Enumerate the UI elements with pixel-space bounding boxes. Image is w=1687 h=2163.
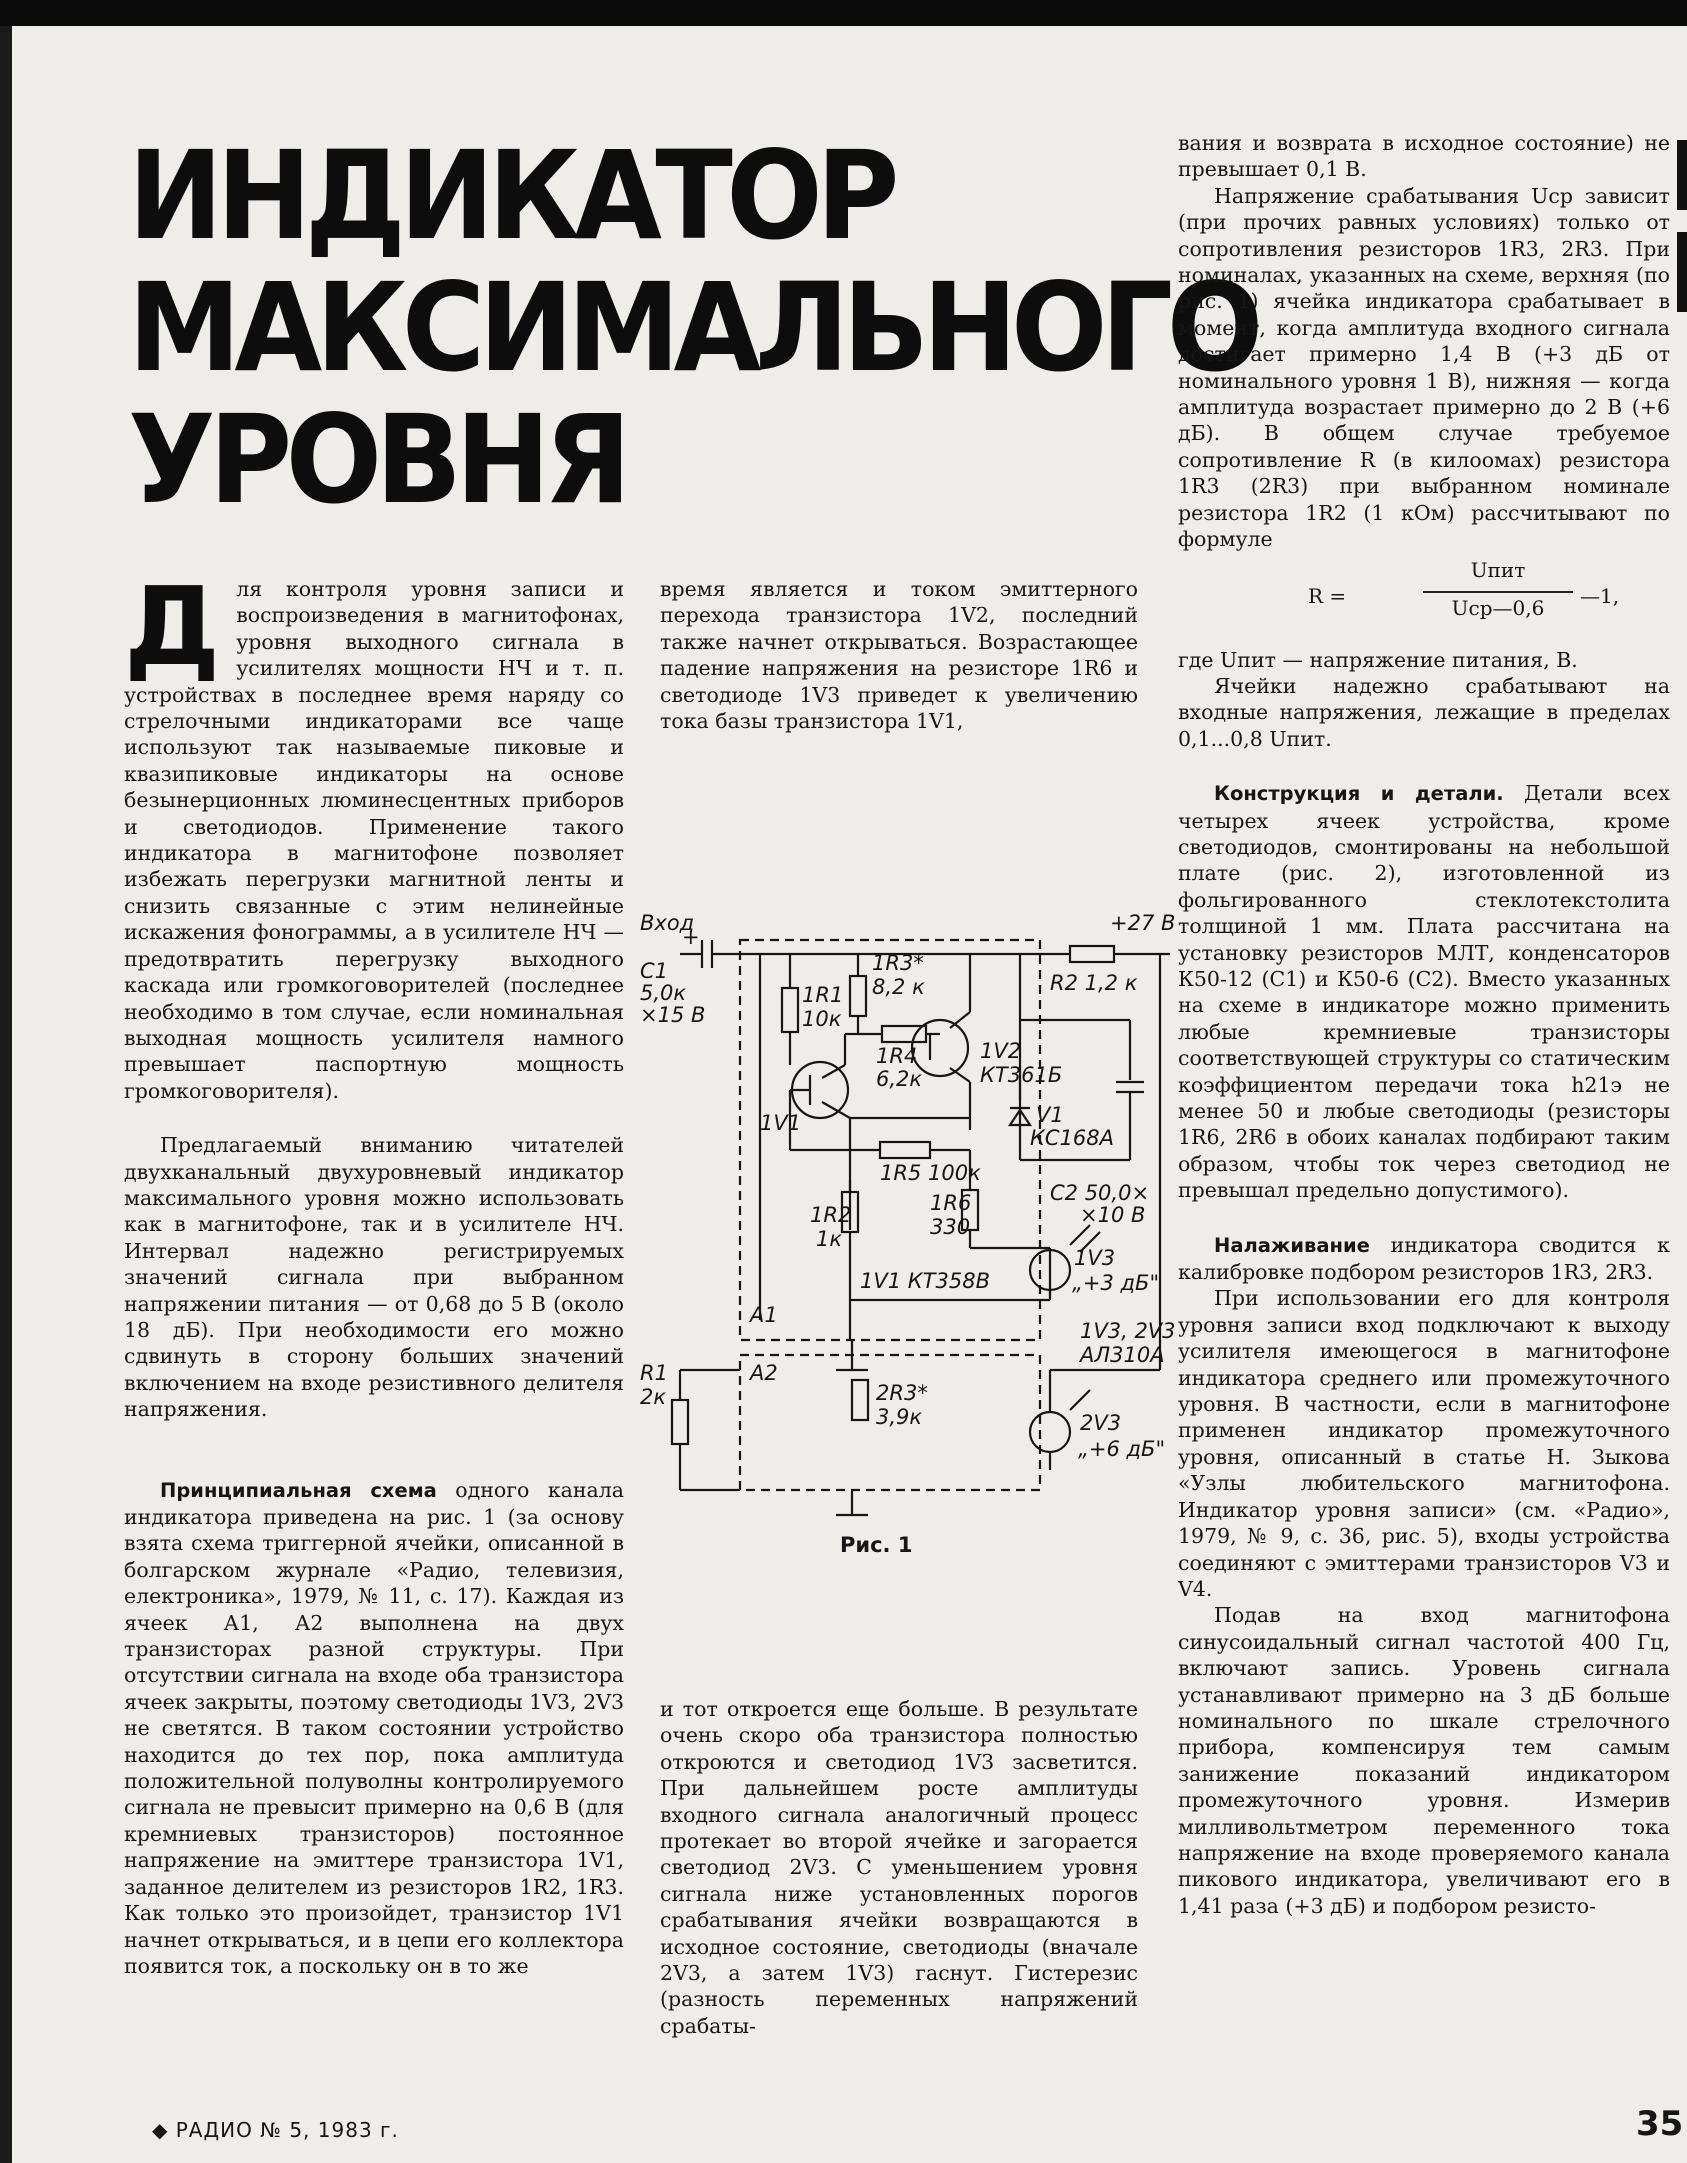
formula (1178, 557, 1670, 641)
schematic-label-plus: + (682, 925, 700, 949)
paragraph: При использовании его для контроля уровня записи вход подключают к выходу усилителя имеющегося в магнитофоне индикатора среднего или промежуточного уровня. В частности, если в магнитофоне применен индикатор промежуточного уровня, описанный в статье Н. Зыкова «Узлы любительского магнитофона. Индикатор уровня записи» (см. «Радио», 1979, № 9, с. 36, рис. 5), входы устройства соединяют с эмиттерами транзисторов V3 и V4. (1178, 1286, 1670, 1601)
circuit-diagram (640, 900, 1180, 1560)
formula-denominator: Uср—0,6 (1451, 595, 1545, 620)
schematic-label-r2: R2 1,2 к (1050, 971, 1138, 995)
formula-numerator: Uпит (1470, 557, 1526, 582)
column-2-bottom (660, 1696, 1138, 2039)
schematic-label-r3-2v: 3,9к (876, 1405, 923, 1429)
paragraph: Предлагаемый вниманию читателей двухканальный двухуровневый индикатор максимального уровня можно использовать как в магнитофоне, так и в усилителе НЧ. Интервал надежно регистрируемых значений сигнала при выбранном напряжении питания — от 0,68 до 5 В (около 18 дБ). При необходимости его можно сдвинуть в сторону больших значений включением на входе резистивного делителя напряжения. (124, 1133, 624, 1422)
schematic-label-ledt: АЛ310А (1080, 1343, 1165, 1367)
paragraph: Ячейки надежно срабатывают на входные напряжения, лежащие в пределах 0,1...0,8 Uпит. (1178, 673, 1670, 751)
paragraph: и тот откроется еще больше. В результате очень скоро оба транзистора полностью откроются и светодиод 1V3 засветится. При дальнейшем росте амплитуды входного сигнала аналогичный процесс протекает во второй ячейке и загорается светодиод 2V3. С уменьшением уровня сигнала ниже установленных порогов срабатывания ячейки возвращаются в исходное состояние, светодиоды (вначале 2V3, а затем 1V3) гаснут. Гистерезис (разность переменных напряжений срабаты- (660, 1697, 1138, 2038)
schematic-label-led2: 2V3 (1080, 1411, 1122, 1435)
schematic-label-a2: А2 (750, 1361, 778, 1385)
schematic-label-v2t: КТ361Б (980, 1063, 1063, 1087)
page-number: 35 (1636, 2104, 1684, 2144)
schematic-label-v1type: 1V1 КТ358В (860, 1269, 990, 1293)
schematic-label-led1v: „+3 дБ" (1072, 1271, 1160, 1295)
schematic-label-v1: 1V1 (760, 1111, 802, 1135)
schematic-label-v2: 1V2 (980, 1039, 1022, 1063)
column-3 (1178, 130, 1670, 1919)
schematic-label-r6: 1R6 (930, 1191, 972, 1215)
drop-cap: Д (124, 565, 221, 690)
fraction-bar (1423, 591, 1573, 593)
schematic-label-v1zt: КС168А (1030, 1126, 1115, 1150)
paragraph: Подав на вход магнитофона синусоидальный сигнал частотой 400 Гц, включают запись. Уровень сигнала устанавливают примерно на 3 дБ больше номинального по шкале стрелочного прибора, компенсируя тем самым занижение показаний индикатором промежуточного уровня. Измерив милливольтметром переменного тока напряжение на входе проверяемого канала пикового индикатора, увеличивают его в 1,41 раза (+3 дБ) и подбором резисто- (1178, 1603, 1670, 1918)
article-title (128, 125, 1257, 531)
section-heading: Конструкция и детали. (1214, 782, 1504, 806)
schematic-label-r2-1v: 1к (816, 1227, 843, 1251)
column-1 (124, 565, 624, 1979)
schematic-label-r1v: 2к (640, 1385, 667, 1409)
paragraph: Напряжение срабатывания Uср зависит (при прочих равных условиях) только от сопротивления резисторов 1R3, 2R3. При номиналах, указанных на схеме, верхняя (по рис. 1) ячейка индикатора срабатывает в момент, когда амплитуда входного сигнала достигает примерно 1,4 В (+3 дБ от номинального уровня 1 В), нижняя — когда амплитуда возрастает примерно до 2 В (+6 дБ). В общем случае требуемое сопротивление R (в килоомах) резистора 1R3 (2R3) при выбранном номинале резистора 1R2 (1 кОм) рассчитывают по формуле (1178, 183, 1670, 552)
paragraph: ля контроля уровня записи и воспроизведения в магнитофонах, уровня выходного сигнала в усилителях мощности НЧ и т. п. устройствах в последнее время наряду со стрелочными индикаторами все чаще используют так называемые пиковые и квазипиковые индикаторы на основе безынерционных люминесцентных приборов и светодиодов. Применение такого индикатора в магнитофоне позволяет избежать перегрузки магнитной ленты и снизить связанные с этим нелинейные искажения фонограммы, а в усилителе НЧ — предотвратить перегрузку выходного каскада или громкоговорителей (последнее необходимо в том случае, если номинальная выходная мощность усилителя намного превышает паспортную мощность громкоговорителя). (124, 577, 624, 1103)
edge-mark (1677, 140, 1687, 210)
schematic-label-r1: R1 (640, 1361, 668, 1385)
schematic-label-supply: +27 В (1110, 911, 1176, 935)
schematic-label-c1-val: 5,0к (640, 981, 687, 1005)
schematic-label-led1: 1V3 (1074, 1246, 1116, 1270)
schematic-label-a1: А1 (750, 1303, 778, 1327)
paragraph: где Uпит — напряжение питания, В. (1178, 647, 1578, 672)
schematic-label-r4: 1R4 (876, 1044, 918, 1068)
column-2-top (660, 576, 1138, 734)
paragraph: Конструкция и детали. Детали всех четырех ячеек устройства, кроме светодиодов, смонтированы на небольшой плате (рис. 2), изготовленной из фольгированного стеклотекстолита толщиной 1 мм. Плата рассчитана на установку резисторов МЛТ, конденсаторов К50-12 (С1) и К50-6 (С2). Вместо указанных на схеме в индикаторе можно применить любые кремниевые транзисторы соответствующей структуры со статическим коэффициентом передачи тока h21э не менее 50 и любые светодиоды (резисторы 1R6, 2R6 в обоих каналах подбирают таким образом, чтобы ток через светодиод не превышал предельно допустимого). (1178, 781, 1670, 1203)
schematic-label-r2-1: 1R2 (810, 1203, 852, 1227)
title-line: МАКСИМАЛЬНОГО (128, 257, 1257, 399)
schematic-label-r3-1v: 8,2 к (872, 975, 925, 999)
schematic-label-r1-1v: 10к (802, 1007, 842, 1031)
edge-mark (1677, 232, 1687, 312)
formula-lhs: R = (1308, 583, 1347, 608)
section-heading: Принципиальная схема (160, 1478, 437, 1502)
schematic-label-leds: 1V3, 2V3 (1080, 1319, 1176, 1343)
title-line: ИНДИКАТОР (128, 125, 893, 267)
schematic-label-r3-2: 2R3* (876, 1381, 928, 1405)
schematic-label-r1-1: 1R1 (802, 983, 844, 1007)
schematic-label-r6v: 330 (930, 1215, 971, 1239)
paragraph: Налаживание индикатора сводится к калибровке подбором резисторов 1R3, 2R3. (1178, 1232, 1670, 1285)
schematic-label-r5: 1R5 100к (880, 1161, 981, 1185)
paragraph: Принципиальная схема одного канала индикатора приведена на рис. 1 (за основу взята схема триггерной ячейки, описанной в болгарском журнале «Радио, телевизия, електроника», 1979, № 11, с. 17). Каждая из ячеек А1, А2 выполнена на двух транзисторах разной структуры. При отсутствии сигнала на входе оба транзистора ячеек закрыты, поэтому светодиоды 1V3, 2V3 не светятся. В таком состоянии устройство находится до тех пор, пока амплитуда положительной полуволны контролируемого сигнала не превысит примерно на 0,6 В (для кремниевых транзисторов) постоянное напряжение на эмиттере транзистора 1V1, заданное делителем из резисторов 1R2, 1R3. Как только это произойдет, транзистор 1V1 начнет открываться, и в цепи его коллектора появится ток, а поскольку он в то же (124, 1477, 624, 1978)
schematic-label-c2: С2 50,0× (1050, 1181, 1150, 1205)
section-heading: Налаживание (1214, 1233, 1370, 1257)
footer-magazine: ◆ РАДИО № 5, 1983 г. (152, 2118, 399, 2142)
paragraph: вания и возврата в исходное состояние) не превышает 0,1 В. (1178, 131, 1670, 182)
figure-caption: Рис. 1 (840, 1533, 913, 1557)
schematic-label-c1-v: ×15 В (640, 1003, 706, 1027)
formula-rhs: —1, (1580, 583, 1620, 608)
top-edge (0, 0, 1687, 26)
left-edge (0, 26, 12, 2163)
paragraph: время является и током эмиттерного перехода транзистора 1V2, последний также начнет открываться. Возрастающее падение напряжения на резисторе 1R6 и светодиоде 1V3 приведет к увеличению тока базы транзистора 1V1, (660, 577, 1138, 734)
schematic-label-r4v: 6,2к (876, 1067, 923, 1091)
schematic-label-r3-1: 1R3* (872, 951, 924, 975)
schematic-label-c1: C1 (640, 959, 669, 983)
circuit-svg (640, 900, 1180, 1560)
schematic-label-led2v: „+6 дБ" (1078, 1437, 1166, 1461)
schematic-label-v1z: V1 (1036, 1103, 1064, 1127)
schematic-label-c2v: ×10 В (1080, 1203, 1146, 1227)
title-line: УРОВНЯ (128, 389, 625, 531)
schematic-label-input: Вход (640, 911, 695, 935)
